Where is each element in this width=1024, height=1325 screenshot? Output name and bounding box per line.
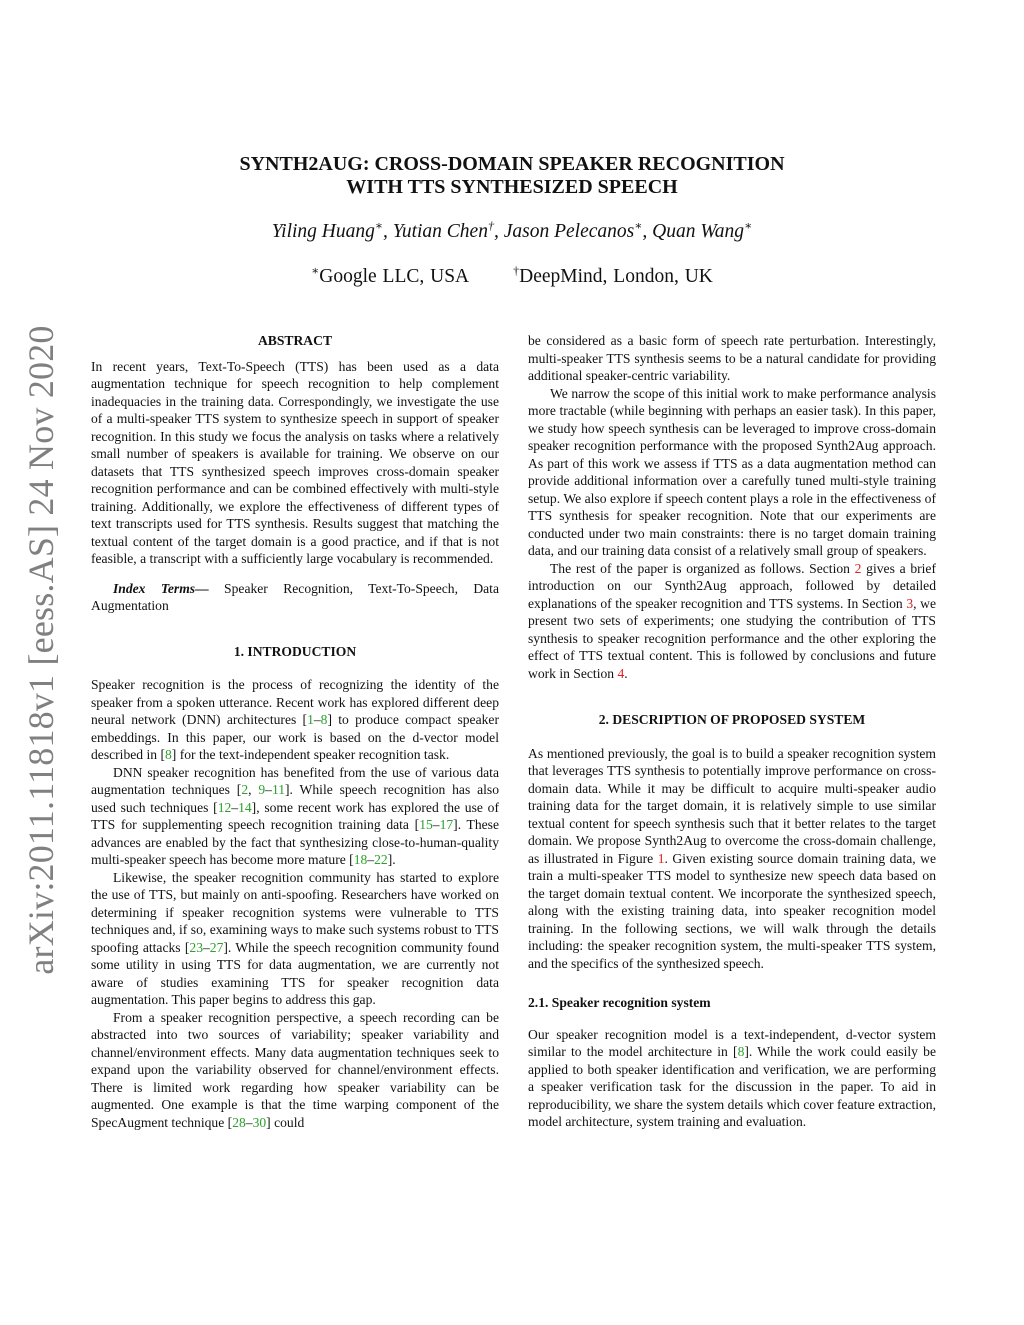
right-column (528, 332, 936, 1131)
affiliation-mark: ∗ (374, 218, 384, 233)
paragraph-text: The rest of the paper is organized as follows. Section (550, 560, 855, 576)
paragraph-text: DNN speaker recognition has benefited from the use of various data augmentation techniques [ (91, 764, 499, 797)
citation-link[interactable]: 15 (419, 817, 433, 832)
affiliation-google: Google LLC, USA (319, 266, 470, 287)
paragraph-text: ]. While speech recognition has also used such techniques [ (91, 782, 499, 815)
citation-link[interactable]: 17 (439, 817, 454, 832)
title-line-2: WITH TTS SYNTHESIZED SPEECH (346, 176, 678, 198)
subsection-heading-speaker-recognition: 2.1. Speaker recognition system (528, 995, 711, 1010)
author-name: Jason Pelecanos (503, 221, 635, 242)
affiliation-mark: ∗ (311, 263, 320, 278)
section-heading-proposed-system: 2. DESCRIPTION OF PROPOSED SYSTEM (598, 712, 866, 727)
section-paragraph (528, 745, 936, 973)
intro-paragraph (91, 869, 499, 1009)
affiliations (140, 263, 884, 288)
section-ref-link[interactable]: 3 (906, 595, 914, 611)
paragraph-text: ], some recent work has explored the use of TTS for supplementing speech recognition training data [ (91, 799, 499, 832)
citation-link[interactable]: 2 (241, 782, 249, 797)
citation-link[interactable]: 9 (258, 782, 266, 797)
intro-paragraph (91, 764, 499, 869)
section-ref-link[interactable]: 2 (854, 560, 862, 576)
figure-ref-link[interactable]: 1 (657, 850, 665, 866)
author-separator: , (383, 221, 393, 242)
range-dash: – (265, 782, 272, 797)
intro-paragraph (528, 560, 936, 683)
citation-link[interactable]: 1 (307, 712, 314, 727)
left-column (91, 332, 499, 1131)
intro-paragraph: be considered as a basic form of speech rate perturbation. Interestingly, multi-speaker TTS synthesis seems to be a natural candidate for providing additional speaker-centric variability. (528, 333, 936, 383)
affiliation-deepmind: DeepMind, London, UK (519, 266, 713, 287)
citation-link[interactable]: 22 (374, 852, 388, 867)
range-dash: – (231, 799, 239, 815)
section-paragraph (528, 1026, 936, 1131)
author-separator: , (642, 221, 653, 242)
paragraph-text: ]. While the work could easily be applied to both speaker identification and verification, we are performing a speaker verification task for the discussion in the paper. To aid in reproducibility, we share the system details which cover feature extraction, model architecture, system training and evaluation. (528, 1044, 936, 1129)
affiliation-mark: ∗ (634, 218, 643, 233)
paragraph-text: gives a brief introduction on our Synth2Aug approach, followed by detailed explanations of the speaker recognition and TTS systems. In Section (528, 560, 936, 611)
citation-link[interactable]: 27 (209, 939, 224, 955)
range-dash: – (245, 1114, 253, 1130)
abstract-text: In recent years, Text-To-Speech (TTS) has been used as a data augmentation technique for speech recognition to help complement inadequacies in the training data. Correspondingly, we investigate the use of a multi-speaker TTS system to synthesize speech in support of speaker recognition. In this study we focus the analysis on tasks where a relatively small number of speakers is available for training. We observe on our datasets that TTS synthesized speech improves cross-domain speaker recognition performance and can be combined effectively with multi-style training. Additionally, we explore the effectiveness of different types of text transcripts used for TTS synthesis. Results suggest that matching the textual content of the target domain is a good practice, and if that is not feasible, a transcript with a sufficiently large vocabulary is recommended. (91, 358, 499, 566)
index-terms-text: Speaker Recognition, Text-To-Speech, Data Augmentation (91, 580, 499, 613)
citation-link[interactable]: 18 (353, 852, 368, 867)
paragraph-text: ] could (266, 1114, 305, 1130)
abstract-heading: ABSTRACT (257, 333, 333, 348)
author-name: Yutian Chen (392, 221, 488, 242)
paragraph-text: Likewise, the speaker recognition community has started to explore the use of TTS, but mainly on anti-spoofing. Researchers have worked on determining if speaker recognition systems were vulnerable to TTS techniques and, if so, examining ways to make such systems robust to TTS spoofing attacks [ (91, 869, 499, 955)
author-name: Yiling Huang (271, 221, 375, 242)
paragraph-text: As mentioned previously, the goal is to build a speaker recognition system that leverages TTS synthesis to potentially improve performance on cross-domain data. While it may be difficult to acquire multi-speaker audio training data for the target domain, it is relatively simple to use similar textual content for speech synthesis such that it better relates to the target domain. We propose Synth2Aug to overcome the cross-domain challenge, as illustrated in Figure (528, 745, 936, 866)
intro-paragraph (91, 676, 499, 764)
affiliation-mark: † (513, 263, 520, 278)
citation-link[interactable]: 28 (232, 1114, 246, 1130)
range-dash: – (367, 852, 375, 867)
citation-link[interactable]: 12 (217, 799, 232, 815)
range-dash: – (313, 712, 321, 727)
index-terms-label: Index Terms— (113, 580, 209, 596)
range-dash: – (432, 817, 440, 832)
paragraph-text: . (624, 665, 628, 681)
paragraph-text: Speaker recognition is the process of recognizing the identity of the speaker from a spoken utterance. Recent work has explored different deep neural network (DNN) architectures [ (91, 677, 499, 727)
paragraph-text: ]. (387, 852, 396, 867)
intro-paragraph (91, 1009, 499, 1132)
citation-link[interactable]: 30 (252, 1114, 267, 1130)
range-dash: – (202, 939, 210, 955)
index-terms (91, 580, 499, 615)
affiliation-mark: † (487, 218, 494, 233)
section-ref-link[interactable]: 4 (617, 665, 625, 681)
author-separator: , (493, 221, 504, 242)
title-line-1: SYNTH2AUG: CROSS-DOMAIN SPEAKER RECOGNITION (239, 153, 785, 175)
arxiv-identifier[interactable]: arXiv:2011.11818v1 [eess.AS] 24 Nov 2020 (21, 325, 61, 975)
paragraph-text: From a speaker recognition perspective, a speech recording can be abstracted into two sources of variability; speaker variability and channel/environment effects. Many data augmentation techniques seek to expand upon the variability observed for channel/environment effects. There is limited work regarding how speaker variability can be augmented. One example is that the time warping component of the SpecAugment technique [ (91, 1009, 499, 1130)
paragraph-text: ] for the text-independent speaker recognition task. (171, 747, 450, 762)
arxiv-sidebar (18, 325, 64, 975)
citation-link[interactable]: 8 (164, 747, 172, 762)
paragraph-text: Our speaker recognition model is a text-independent, d-vector system similar to the model architecture in [ (528, 1026, 936, 1059)
paper-title (140, 153, 884, 199)
author-list (140, 218, 884, 243)
citation-link[interactable]: 11 (271, 782, 286, 797)
paragraph-text: ]. These advances are enabled by the fact that synthesizing close-to-human-quality multi-speaker speech has become more mature [ (91, 817, 499, 867)
paragraph-text: ] to produce compact speaker embeddings. In this paper, our work is based on the d-vector model described in [ (91, 712, 499, 762)
citation-link[interactable]: 8 (320, 712, 328, 727)
citation-link[interactable]: 14 (238, 799, 252, 815)
intro-paragraph: We narrow the scope of this initial work to make performance analysis more tractable (while beginning with perhaps an easier task). In this paper, we study how speech synthesis can be leveraged to improve cross-domain speaker recognition performance with the proposed Synth2Aug approach. As part of this work we assess if TTS as a data augmentation method can provide additional information over a carefully tuned multi-style training setup. We also explore if speech content plays a role in the effectiveness of TTS synthesis for speaker recognition. Note that our experiments are conducted under two main constraints: there is no target domain training data, and our training data consist of a relatively small group of speakers. (528, 385, 936, 558)
section-heading-introduction: 1. INTRODUCTION (233, 643, 357, 659)
citation-link[interactable]: 23 (189, 939, 203, 955)
paragraph-text: . Given existing source domain training data, we train a multi-speaker TTS model to synthesize new speech data based on the target domain textual content. We incorporate the synthesized speech, along with the existing training data, into speaker recognition model training. In the following sections, we will walk through the details including: the speaker recognition system, the multi-speaker TTS system, and the specifics of the synthesized speech. (528, 850, 936, 971)
author-name: Quan Wang (652, 221, 745, 242)
affiliation-mark: ∗ (744, 218, 753, 233)
citation-link[interactable]: 8 (737, 1044, 745, 1059)
citation-separator: , (248, 782, 259, 797)
paragraph-text: ]. While the speech recognition community found some utility in using TTS for data augmentation, we are currently not aware of studies examining TTS for speaker recognition data augmentation. This paper begins to address this gap. (91, 939, 499, 1007)
paragraph-text: , we present two sets of experiments; one studying the contribution of TTS synthesis to speaker recognition performance and the other exploring the effect of TTS textual content. This is followed by conclusions and future work in Section (528, 595, 936, 681)
